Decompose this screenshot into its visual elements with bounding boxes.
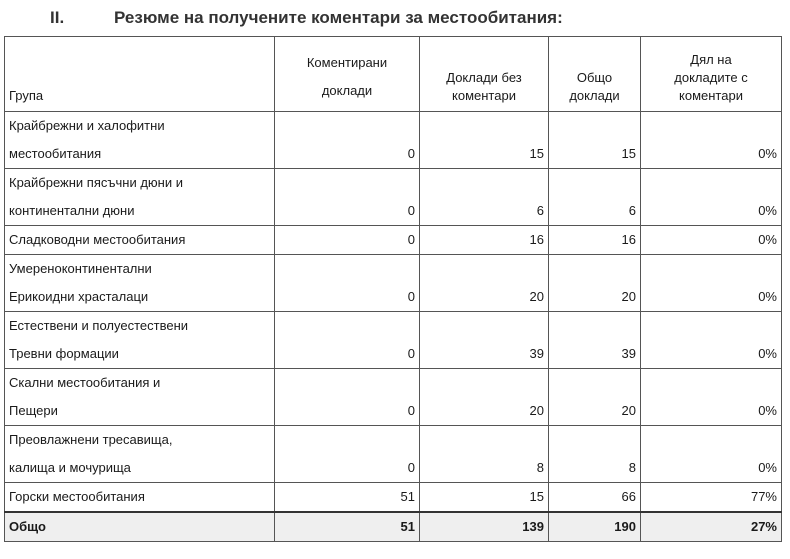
- row-total: 20: [549, 369, 641, 426]
- row-total: 39: [549, 312, 641, 369]
- totals-label: Общо: [5, 512, 275, 542]
- col-header-share: Дял на докладите с коментари: [641, 37, 782, 112]
- row-group-name: Крайбрежни пясъчни дюни и континентални дюни: [5, 169, 275, 226]
- row-commented: 51: [275, 483, 420, 513]
- totals-commented: 51: [275, 512, 420, 542]
- table-header-row: [5, 37, 782, 112]
- row-share: 0%: [641, 312, 782, 369]
- row-share: 0%: [641, 112, 782, 169]
- row-share: 0%: [641, 169, 782, 226]
- table-row: [5, 169, 782, 226]
- row-group-name: Преовлажнени тресавища, калища и мочурища: [5, 426, 275, 483]
- table-row: [5, 483, 782, 513]
- row-group-name: Естествени и полуестествени Тревни формации: [5, 312, 275, 369]
- row-uncommented: 15: [420, 483, 549, 513]
- totals-row: [5, 512, 782, 542]
- row-commented: 0: [275, 369, 420, 426]
- row-commented: 0: [275, 426, 420, 483]
- row-group-name: Сладководни местообитания: [5, 226, 275, 255]
- section-number: II.: [50, 8, 65, 27]
- table-row: [5, 226, 782, 255]
- row-uncommented: 16: [420, 226, 549, 255]
- row-uncommented: 39: [420, 312, 549, 369]
- table-row: [5, 255, 782, 312]
- row-commented: 0: [275, 312, 420, 369]
- totals-uncommented: 139: [420, 512, 549, 542]
- col-header-uncommented: Доклади без коментари: [420, 37, 549, 112]
- col-header-total: Общо доклади: [549, 37, 641, 112]
- section-title: Резюме на получените коментари за местообитания:: [114, 8, 563, 27]
- row-uncommented: 8: [420, 426, 549, 483]
- totals-total: 190: [549, 512, 641, 542]
- row-total: 15: [549, 112, 641, 169]
- row-group-name: Скални местообитания и Пещери: [5, 369, 275, 426]
- row-share: 0%: [641, 426, 782, 483]
- row-total: 6: [549, 169, 641, 226]
- totals-share: 27%: [641, 512, 782, 542]
- row-group-name: Умереноконтинентални Ерикоидни храсталаци: [5, 255, 275, 312]
- row-group-name: Горски местообитания: [5, 483, 275, 513]
- row-share: 0%: [641, 255, 782, 312]
- table-row: [5, 312, 782, 369]
- row-share: 0%: [641, 369, 782, 426]
- table-row: [5, 369, 782, 426]
- row-uncommented: 20: [420, 369, 549, 426]
- table-row: [5, 426, 782, 483]
- habitats-summary-table: [4, 36, 782, 542]
- row-total: 16: [549, 226, 641, 255]
- row-uncommented: 6: [420, 169, 549, 226]
- row-share: 0%: [641, 226, 782, 255]
- row-commented: 0: [275, 255, 420, 312]
- row-uncommented: 20: [420, 255, 549, 312]
- col-header-commented: Коментирани доклади: [275, 37, 420, 112]
- row-total: 66: [549, 483, 641, 513]
- row-total: 20: [549, 255, 641, 312]
- table-row: [5, 112, 782, 169]
- row-total: 8: [549, 426, 641, 483]
- row-commented: 0: [275, 226, 420, 255]
- row-group-name: Крайбрежни и халофитни местообитания: [5, 112, 275, 169]
- row-commented: 0: [275, 169, 420, 226]
- row-share: 77%: [641, 483, 782, 513]
- row-commented: 0: [275, 112, 420, 169]
- row-uncommented: 15: [420, 112, 549, 169]
- col-header-group: Група: [5, 37, 275, 112]
- section-heading: [50, 8, 563, 28]
